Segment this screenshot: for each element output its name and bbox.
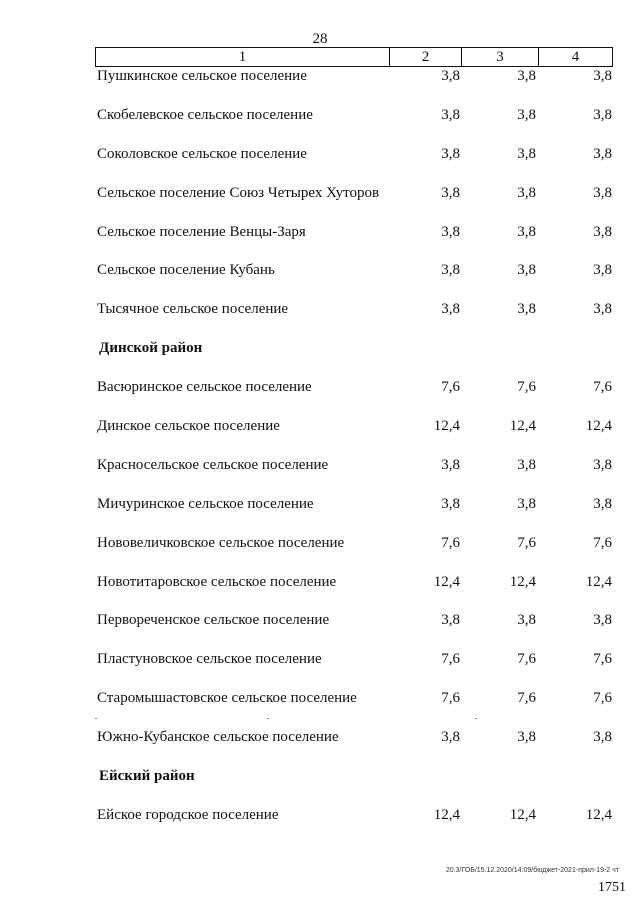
settlement-name: Сельское поселение Венцы-Заря bbox=[97, 223, 306, 240]
value-col-4: 3,8 bbox=[593, 223, 612, 240]
table-row bbox=[0, 300, 640, 339]
value-col-4: 3,8 bbox=[593, 145, 612, 162]
settlement-name: Васюринское сельское поселение bbox=[97, 379, 312, 396]
table-row bbox=[0, 417, 640, 456]
header-col-2: 2 bbox=[390, 48, 462, 66]
value-col-3: 7,6 bbox=[517, 379, 536, 396]
value-col-2: 3,8 bbox=[441, 223, 460, 240]
settlement-name: Сельское поселение Союз Четырех Хуторов bbox=[97, 184, 380, 201]
value-col-3: 7,6 bbox=[517, 651, 536, 668]
table-row bbox=[0, 106, 640, 145]
value-col-4: 3,8 bbox=[593, 68, 612, 84]
header-col-3: 3 bbox=[462, 48, 539, 66]
settlement-name: Старомышастовское сельское поселение bbox=[97, 690, 357, 707]
value-col-3: 3,8 bbox=[517, 223, 536, 240]
district-heading bbox=[0, 767, 640, 806]
value-col-3: 3,8 bbox=[517, 262, 536, 279]
value-col-3: 3,8 bbox=[517, 301, 536, 318]
value-col-3: 12,4 bbox=[509, 806, 536, 823]
value-col-3: 3,8 bbox=[517, 184, 536, 201]
value-col-2: 12,4 bbox=[433, 806, 460, 823]
settlement-name: Красносельское сельское поселение bbox=[97, 456, 329, 473]
value-col-2: 3,8 bbox=[441, 456, 460, 473]
value-col-2: 3,8 bbox=[441, 145, 460, 162]
table-row bbox=[0, 611, 640, 650]
settlement-name: Скобелевское сельское поселение bbox=[97, 106, 313, 123]
value-col-2: 3,8 bbox=[441, 184, 460, 201]
value-col-2: 7,6 bbox=[441, 534, 460, 551]
table-row bbox=[0, 728, 640, 767]
value-col-2: 12,4 bbox=[433, 573, 460, 590]
settlement-name: Динское сельское поселение bbox=[97, 418, 280, 435]
table-row bbox=[0, 261, 640, 300]
table-row bbox=[0, 650, 640, 689]
value-col-4: 12,4 bbox=[585, 806, 612, 823]
value-col-2: 3,8 bbox=[441, 68, 460, 84]
value-col-2: 3,8 bbox=[441, 262, 460, 279]
table-row bbox=[0, 534, 640, 573]
district-name: Ейский район bbox=[99, 768, 195, 785]
table-body bbox=[0, 67, 640, 845]
scan-speck bbox=[267, 718, 269, 719]
value-col-4: 3,8 bbox=[593, 729, 612, 746]
value-col-4: 3,8 bbox=[593, 301, 612, 318]
table-row bbox=[0, 145, 640, 184]
value-col-2: 3,8 bbox=[441, 106, 460, 123]
value-col-2: 3,8 bbox=[441, 612, 460, 629]
table-row bbox=[0, 495, 640, 534]
table-row bbox=[0, 573, 640, 612]
value-col-3: 3,8 bbox=[517, 495, 536, 512]
district-name: Динской район bbox=[99, 340, 203, 357]
value-col-2: 7,6 bbox=[441, 379, 460, 396]
value-col-4: 3,8 bbox=[593, 106, 612, 123]
scan-speck bbox=[475, 718, 477, 719]
table-row bbox=[0, 456, 640, 495]
settlement-name: Новотитаровское сельское поселение bbox=[97, 573, 337, 590]
settlement-name: Первореченское сельское поселение bbox=[97, 612, 330, 629]
value-col-2: 12,4 bbox=[433, 418, 460, 435]
value-col-2: 3,8 bbox=[441, 729, 460, 746]
value-col-3: 12,4 bbox=[509, 573, 536, 590]
value-col-3: 3,8 bbox=[517, 729, 536, 746]
value-col-3: 3,8 bbox=[517, 456, 536, 473]
scan-speck bbox=[95, 718, 97, 719]
table-row bbox=[0, 184, 640, 223]
settlement-name: Южно-Кубанское сельское поселение bbox=[97, 729, 339, 746]
document-code: 20.3/ГОБ/15.12.2020/14:09/бюджет-2021-прил-19-2 чт bbox=[445, 867, 619, 874]
value-col-4: 12,4 bbox=[585, 573, 612, 590]
settlement-name: Нововеличковское сельское поселение bbox=[97, 534, 345, 551]
value-col-3: 7,6 bbox=[517, 534, 536, 551]
settlement-name: Пушкинское сельское поселение bbox=[97, 68, 307, 84]
value-col-4: 12,4 bbox=[585, 418, 612, 435]
table-row bbox=[0, 689, 640, 728]
value-col-3: 3,8 bbox=[517, 612, 536, 629]
header-col-1: 1 bbox=[96, 48, 390, 66]
value-col-3: 3,8 bbox=[517, 106, 536, 123]
table-header bbox=[95, 47, 613, 67]
value-col-3: 3,8 bbox=[517, 145, 536, 162]
value-col-4: 7,6 bbox=[593, 379, 612, 396]
table-row bbox=[0, 67, 640, 106]
value-col-4: 3,8 bbox=[593, 456, 612, 473]
value-col-4: 3,8 bbox=[593, 262, 612, 279]
table-row bbox=[0, 378, 640, 417]
value-col-2: 3,8 bbox=[441, 495, 460, 512]
settlement-name: Соколовское сельское поселение bbox=[97, 145, 307, 162]
value-col-3: 7,6 bbox=[517, 690, 536, 707]
sheet-number: 1751 bbox=[598, 880, 626, 895]
district-heading bbox=[0, 339, 640, 378]
settlement-name: Сельское поселение Кубань bbox=[97, 262, 275, 279]
value-col-2: 3,8 bbox=[441, 301, 460, 318]
value-col-4: 7,6 bbox=[593, 690, 612, 707]
settlement-name: Тысячное сельское поселение bbox=[97, 301, 289, 318]
value-col-4: 3,8 bbox=[593, 184, 612, 201]
settlement-name: Мичуринское сельское поселение bbox=[97, 495, 314, 512]
value-col-4: 7,6 bbox=[593, 651, 612, 668]
value-col-2: 7,6 bbox=[441, 651, 460, 668]
table-row bbox=[0, 223, 640, 262]
value-col-4: 7,6 bbox=[593, 534, 612, 551]
value-col-4: 3,8 bbox=[593, 495, 612, 512]
value-col-3: 12,4 bbox=[509, 418, 536, 435]
header-col-4: 4 bbox=[571, 49, 580, 65]
value-col-4: 3,8 bbox=[593, 612, 612, 629]
page-number: 28 bbox=[312, 31, 328, 47]
table-row bbox=[0, 806, 640, 845]
settlement-name: Ейское городское поселение bbox=[97, 806, 279, 823]
value-col-3: 3,8 bbox=[517, 68, 536, 84]
value-col-2: 7,6 bbox=[441, 690, 460, 707]
settlement-name: Пластуновское сельское поселение bbox=[97, 651, 322, 668]
